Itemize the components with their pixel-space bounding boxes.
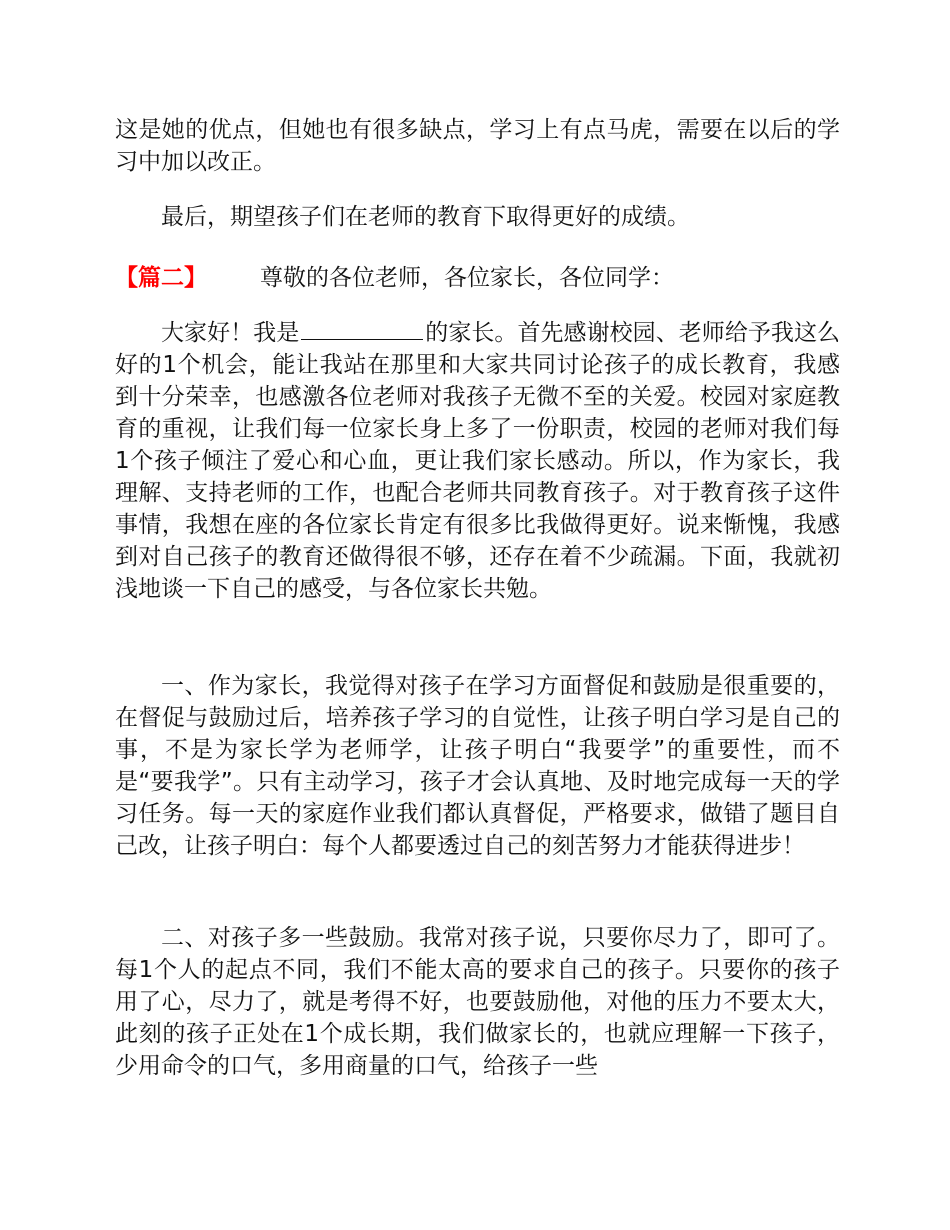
- section-heading: [115, 262, 840, 294]
- paragraph-point-two: 二、对孩子多一些鼓励。我常对孩子说，只要你尽力了，即可了。每1个人的起点不同，我们不能太高的要求自己的孩子。只要你的孩子用了心，尽力了，就是考得不好，也要鼓励他，对他的压力不要太大，此刻的孩子正处在1个成长期，我们做家长的，也就应理解一下孩子，少用命令的口气，多用商量的口气，给孩子一些: [115, 925, 840, 1079]
- paragraph-point-one: 一、作为家长，我觉得对孩子在学习方面督促和鼓励是很重要的，在督促与鼓励过后，培养孩子学习的自觉性，让孩子明白学习是自己的事，不是为家长学为老师学，让孩子明白“我要学”的重要性，而不是“要我学”。只有主动学习，孩子才会认真地、及时地完成每一天的学习任务。每一天的家庭作业我们都认真督促，严格要求，做错了题目自己改，让孩子明白：每个人都要透过自己的刻苦努力才能获得进步！: [115, 673, 840, 859]
- paragraph-intro: [115, 317, 840, 605]
- section-tag: 【篇二】: [115, 265, 207, 291]
- paragraph-continuation: 这是她的优点，但她也有很多缺点，学习上有点马虎，需要在以后的学习中加以改正。: [115, 117, 840, 175]
- intro-before-blank: 大家好！我是: [161, 320, 300, 346]
- name-blank-line: [301, 317, 423, 340]
- paragraph-final: 最后，期望孩子们在老师的教育下取得更好的成绩。: [161, 204, 690, 230]
- section-greeting: 尊敬的各位老师，各位家长，各位同学：: [260, 265, 674, 291]
- intro-after-blank: 的家长。首先感谢校园、老师给予我这么好的1个机会，能让我站在那里和大家共同讨论孩子的成长教育，我感到十分荣幸，也感激各位老师对我孩子无微不至的关爱。校园对家庭教育的重视，让我们每一位家长身上多了一份职责，校园的老师对我们每1个孩子倾注了爱心和心血，更让我们家长感动。所以，作为家长，我理解、支持老师的工作，也配合老师共同教育孩子。对于教育孩子这件事情，我想在座的各位家长肯定有很多比我做得更好。说来惭愧，我感到对自己孩子的教育还做得很不够，还存在着不少疏漏。下面，我就初浅地谈一下自己的感受，与各位家长共勉。: [115, 320, 841, 602]
